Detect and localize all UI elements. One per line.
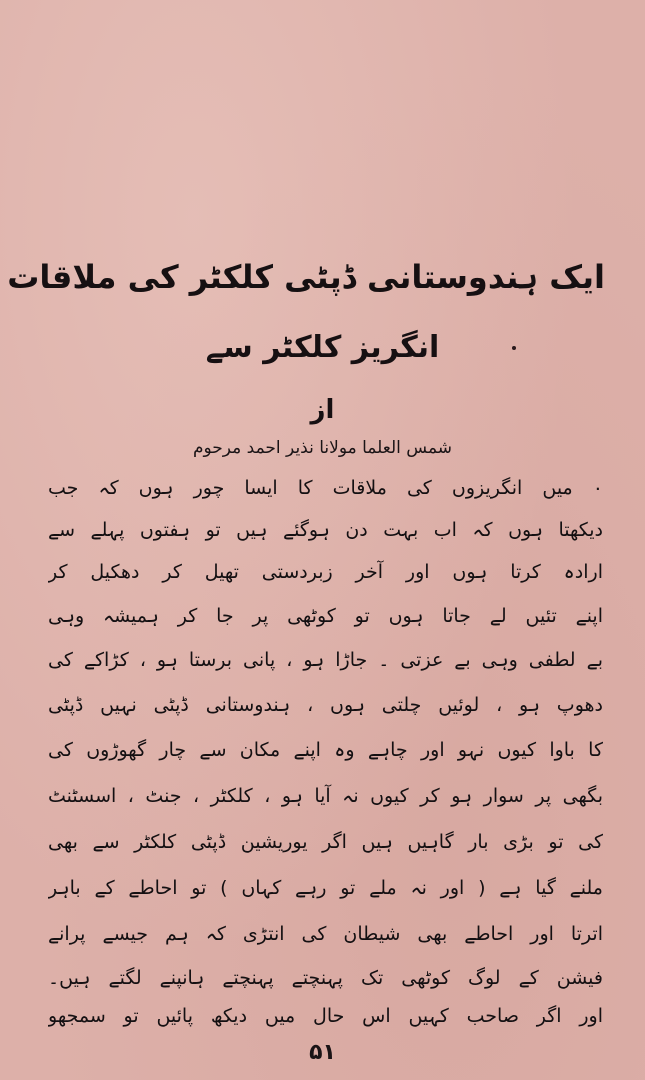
body-line: دیکھتا ہوں کہ اب بہت دن ہوگئے ہیں تو ہفتوں پہلے سے bbox=[48, 519, 603, 541]
body-line: اترتا اور احاطے بھی شیطان کی انتڑی کہ ہم جیسے پرانے bbox=[48, 923, 603, 945]
body-line: بگھی پر سوار ہو کر کیوں نہ آیا ہو ، کلکٹر ، جنٹ ، اسسٹنٹ bbox=[48, 785, 603, 807]
body-line: ۰ میں انگریزوں کی ملاقات کا ایسا چور ہوں کہ جب bbox=[48, 477, 603, 499]
ink-speck bbox=[512, 346, 516, 350]
byline-label: از bbox=[310, 395, 335, 425]
body-line: ارادہ کرتا ہوں اور آخر زبردستی تھیل کر دھکیل کر bbox=[48, 561, 603, 583]
body-line: بے لطفی وہی بے عزتی ۔ جاڑا ہو ، پانی برستا ہو ، کڑاکے کی bbox=[48, 649, 603, 671]
body-line: فیشن کے لوگ کوٹھی تک پہنچتے پہنچتے ہانپنے لگتے ہیں۔ bbox=[48, 967, 603, 989]
page-number: ۵۱ bbox=[309, 1040, 336, 1065]
body-line: کا باوا کیوں نہو اور چاہے وہ اپنے مکان سے چار گھوڑوں کی bbox=[48, 739, 603, 761]
body-line: اپنے تئیں لے جاتا ہوں تو کوٹھی پر جا کر ہمیشہ وہی bbox=[48, 605, 603, 627]
author-name: شمس العلما مولانا نذیر احمد مرحوم bbox=[192, 438, 453, 458]
body-line: کی تو بڑی بار گاہیں ہیں اگر یوریشین ڈپٹی کلکٹر سے بھی bbox=[48, 831, 603, 853]
body-line: ملنے گیا ہے ( اور نہ ملے تو رہے کہاں ) تو احاطے کے باہر bbox=[48, 877, 603, 899]
heading-line-2: انگریز کلکٹر سے bbox=[205, 330, 440, 365]
body-line: دھوپ ہو ، لوئیں چلتی ہوں ، ہندوستانی ڈپٹی نہیں ڈپٹی bbox=[48, 694, 603, 716]
body-line: اور اگر صاحب کہیں اس حال میں دیکھ پائیں تو سمجھو bbox=[48, 1005, 603, 1027]
heading-line-1: ایک ہندوستانی ڈپٹی کلکٹر کی ملاقات bbox=[7, 258, 605, 296]
